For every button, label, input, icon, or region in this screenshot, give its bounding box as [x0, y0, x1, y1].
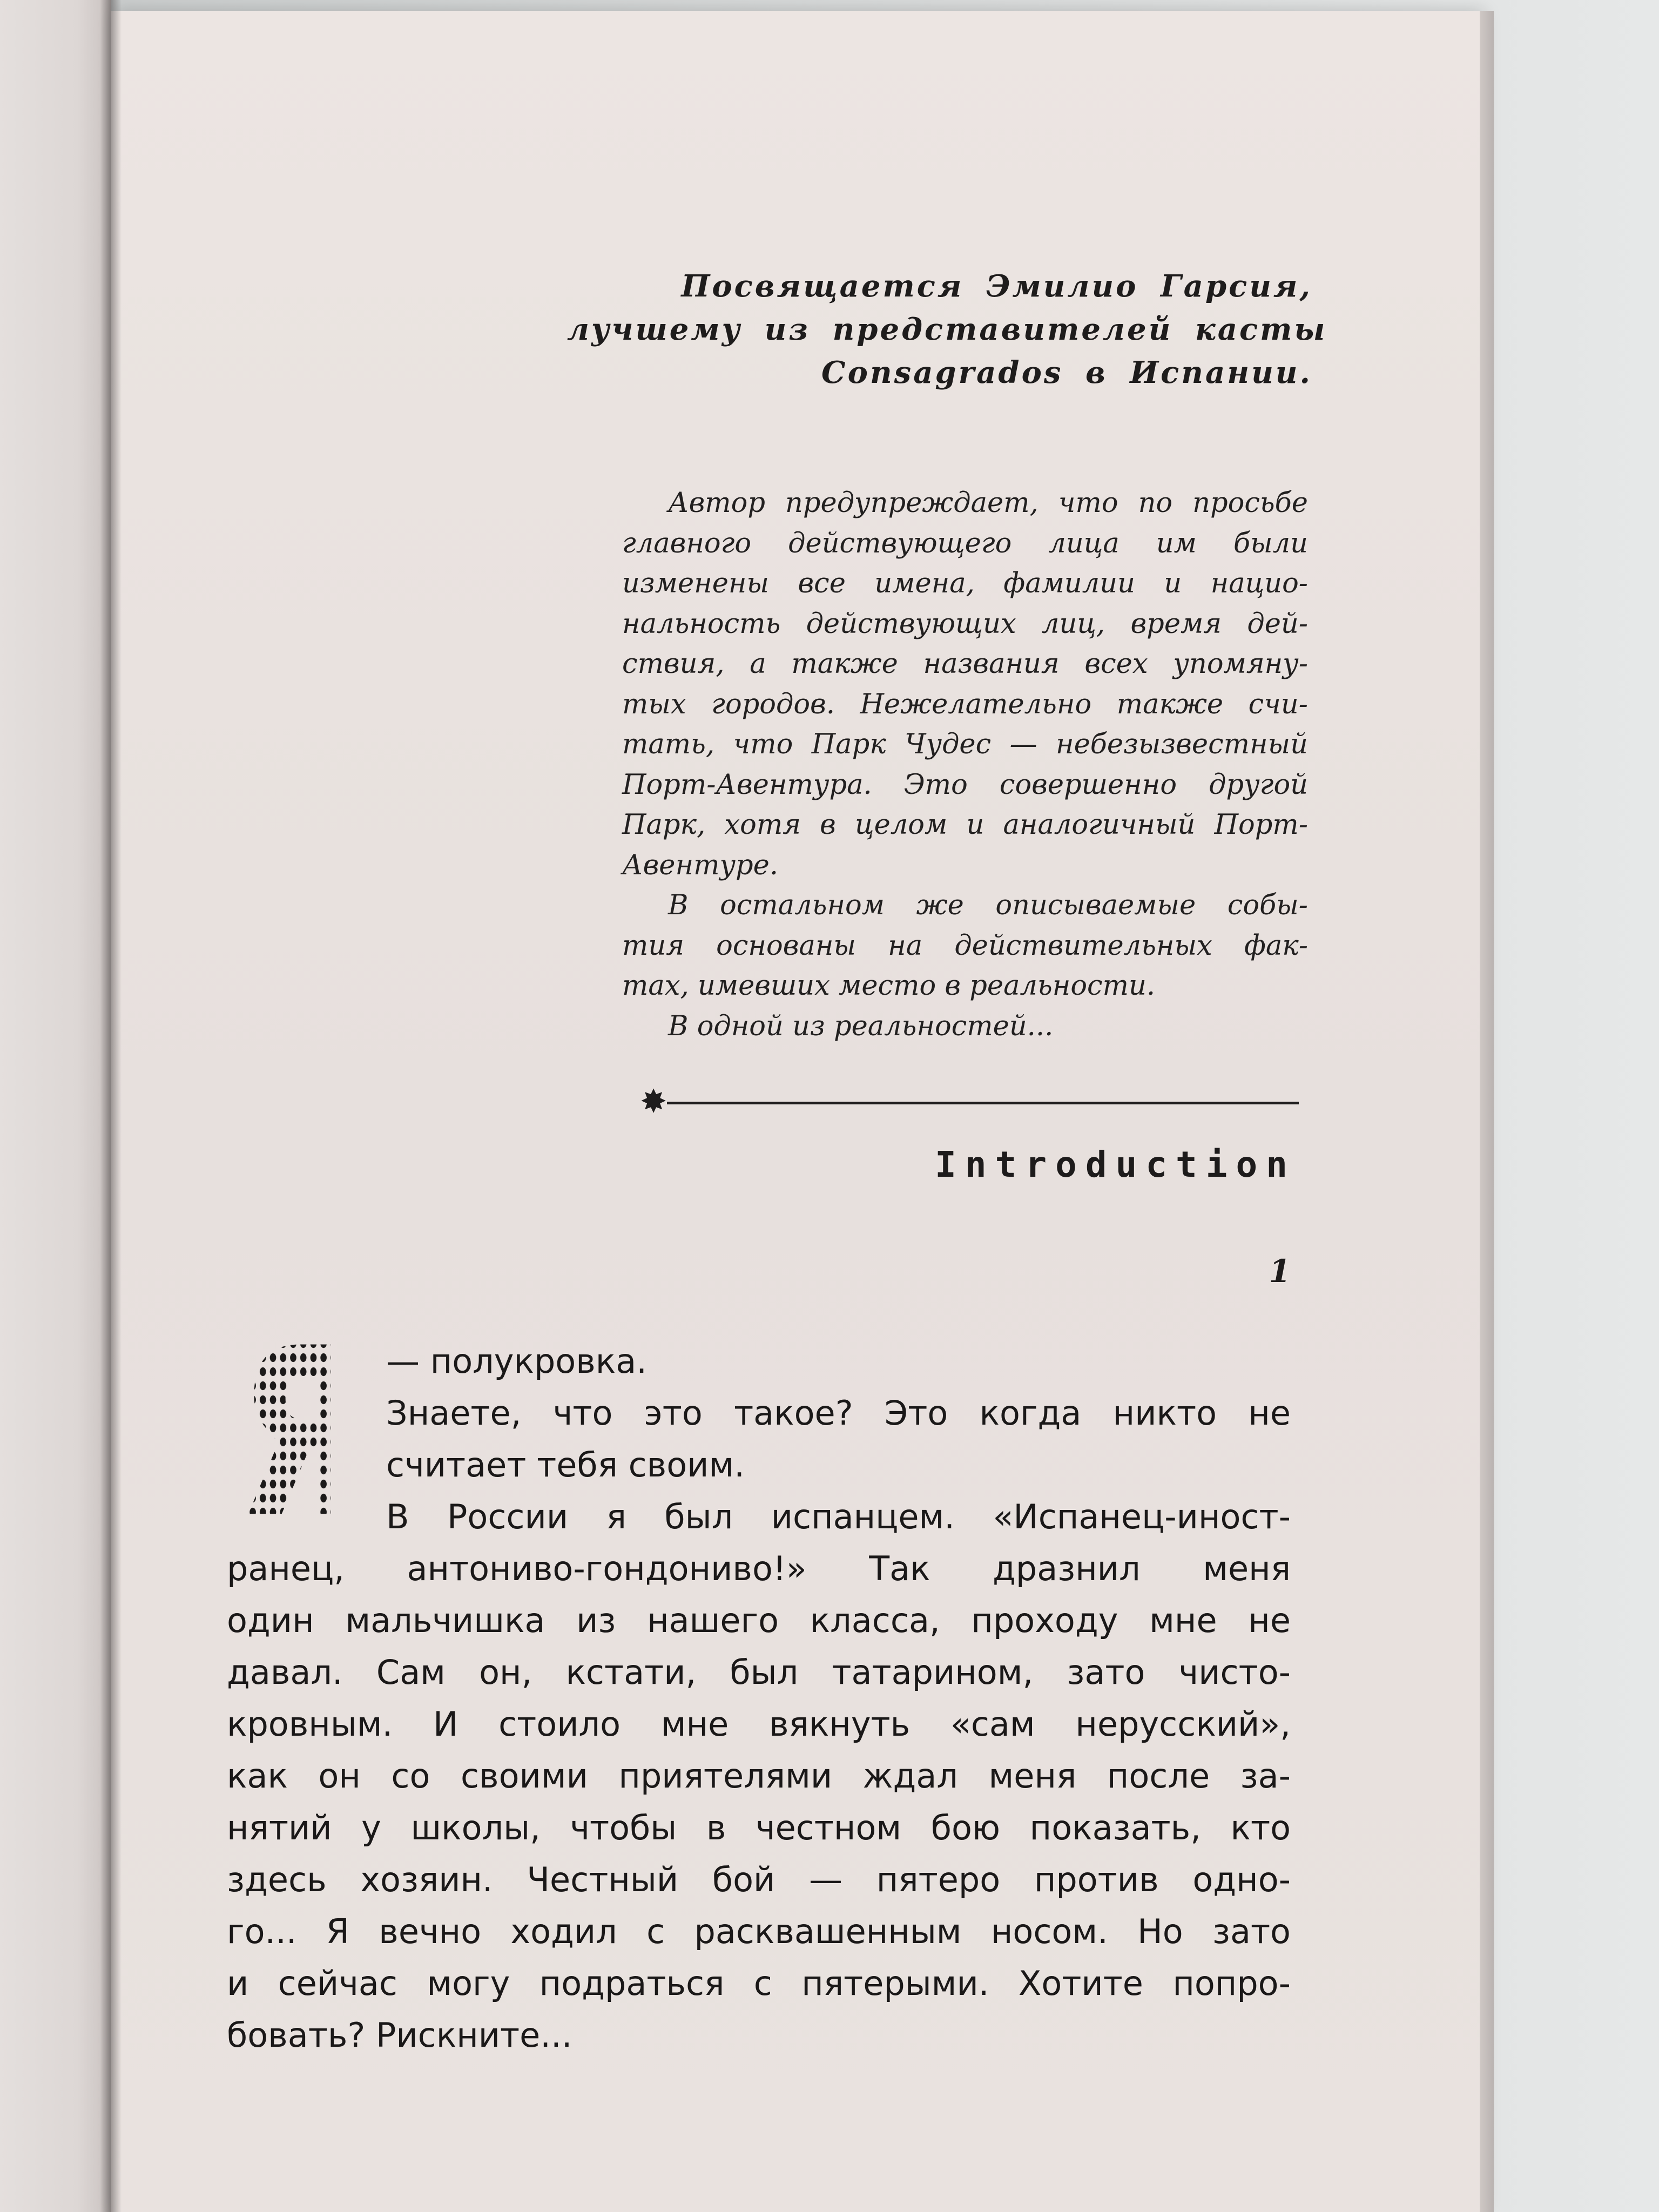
note-line: Парк, хотя в целом и аналогичный Порт- — [622, 809, 1308, 841]
divider-rule — [667, 1102, 1299, 1104]
body-line: — полукровка. — [386, 1341, 647, 1381]
body-line: один мальчишка из нашего класса, проходу мне не — [227, 1601, 1291, 1640]
note-line: В остальном же описываемые собы- — [668, 889, 1308, 921]
body-line: нятий у школы, чтобы в честном бою показать, кто — [227, 1808, 1291, 1847]
chapter-title: Introduction — [935, 1144, 1296, 1185]
body-line: ранец, антониво-гондониво!» Так дразнил меня — [227, 1549, 1291, 1588]
note-line: главного действующего лица им были — [622, 527, 1308, 559]
note-line: изменены все имена, фамилии и нацио- — [622, 568, 1308, 599]
note-line: тых городов. Нежелательно также счи- — [622, 688, 1308, 720]
body-line: здесь хозяин. Честный бой — пятеро против одно- — [227, 1860, 1291, 1899]
body-line: давал. Сам он, кстати, был татарином, зато чисто- — [227, 1653, 1291, 1692]
body-line: Знаете, что это такое? Это когда никто не — [386, 1393, 1291, 1433]
author-note — [622, 483, 1308, 1047]
page-stack-edge — [1480, 11, 1494, 2212]
note-line: Порт-Авентура. Это совершенно другой — [622, 768, 1308, 801]
dedication-line: Посвящается Эмилио Гарсия, — [681, 268, 1312, 304]
note-line: ствия, а также названия всех упомяну- — [622, 648, 1308, 680]
note-line: Автор предупреждает, что по просьбе — [668, 487, 1308, 519]
body-line: кровным. И стоило мне вякнуть «сам нерусский», — [227, 1704, 1291, 1744]
note-line: тать, что Парк Чудес — небезызвестный — [622, 729, 1308, 760]
body-text — [227, 1299, 1291, 2061]
note-line: В одной из реальностей... — [668, 1010, 1054, 1042]
note-line: Авентуре. — [622, 849, 779, 881]
drop-cap-letter: Я — [238, 1299, 367, 1569]
dedication-line: лучшему из представителей касты — [567, 312, 1327, 347]
star-ornament-icon: ✸ — [640, 1083, 667, 1121]
body-line: считает тебя своим. — [386, 1445, 745, 1485]
dedication-line: Consagrados в Испании. — [821, 355, 1312, 390]
body-line: В России я был испанцем. «Испанец-иност- — [386, 1497, 1291, 1536]
body-line: и сейчас могу подраться с пятерыми. Хотите попро- — [227, 1964, 1291, 2003]
facing-page-edge — [0, 0, 111, 2212]
section-divider — [640, 1083, 1299, 1121]
chapter-number: 1 — [1269, 1253, 1291, 1290]
body-line: как он со своими приятелями ждал меня после за- — [227, 1756, 1291, 1796]
note-line: тах, имевших место в реальности. — [622, 970, 1156, 1002]
book-spine-shadow — [100, 0, 122, 2212]
note-line: тия основаны на действительных фак- — [622, 929, 1308, 962]
note-line: нальность действующих лиц, время дей- — [622, 608, 1308, 640]
body-line: го... Я вечно ходил с расквашенным носом. Но зато — [227, 1912, 1291, 1951]
dedication — [567, 265, 1327, 394]
body-line: бовать? Рискните... — [227, 2015, 572, 2055]
